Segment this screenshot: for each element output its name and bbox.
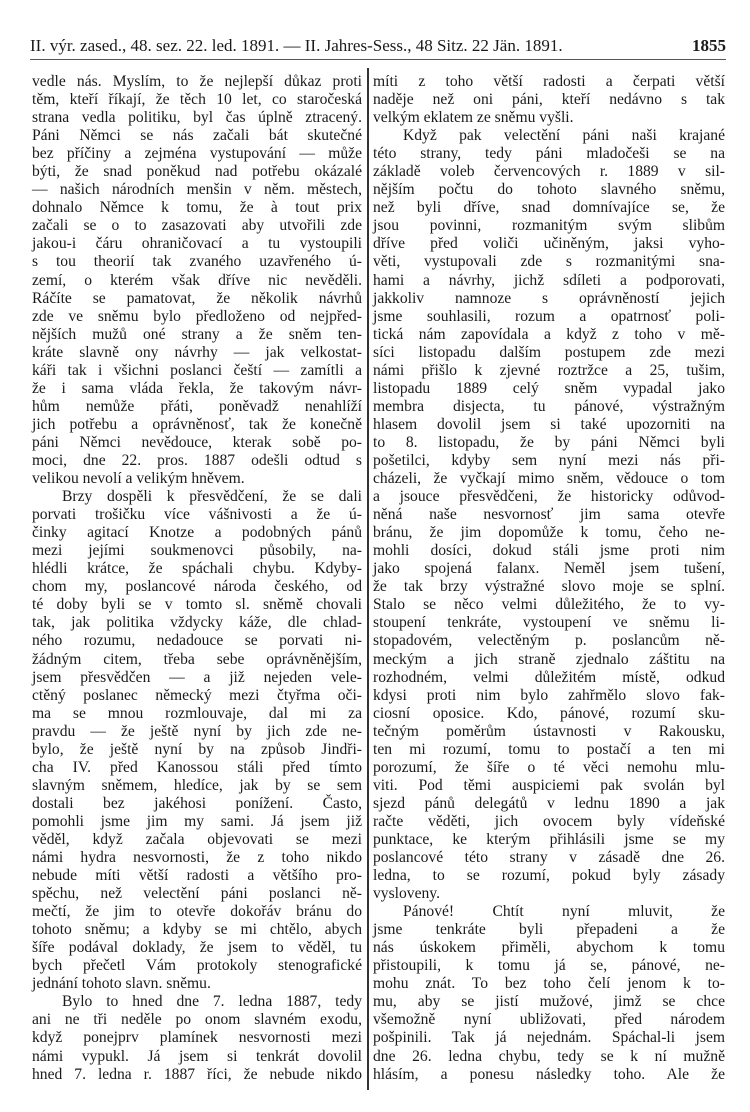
text-line: všemožně nyní ubližovati, před národem [373, 1011, 725, 1029]
text-line: žádným citem, třeba sebe oprávněnějším, [32, 650, 362, 668]
text-line: cházeli, že vyčkají mimo sněm, vědouce o tom [373, 470, 725, 488]
text-line: nás úskokem přiměli, abychom k tomu [373, 939, 725, 957]
text-line: že tak brzy výstražné slovo moje se splní. [373, 578, 725, 596]
text-line: míti z toho větší radosti a čerpati větší [373, 73, 725, 90]
text-line: síci listopadu dalším postupem zde mezi [373, 343, 725, 361]
text-line: — našich národních menšin v něm. městech, [32, 181, 362, 199]
text-line: bez příčiny a zejména vystupování — může [32, 145, 362, 163]
text-line: přistoupili, k tomu já se, pánové, ne- [373, 957, 725, 975]
text-line: věděl, když začala objevovati se mezi [32, 830, 362, 848]
text-line: hlédli krátce, že spáchali chybu. Kdyby- [32, 560, 362, 578]
text-line: té doby byli se v tomto sl. sněmě chovali [32, 596, 362, 614]
text-line: velkým eklatem ze sněmu vyšli. [373, 109, 574, 127]
text-line: Pánové! Chtít nyní mluvit, že [403, 903, 725, 921]
text-line: a jsouce přesvědčeni, že historicky odůvod- [373, 488, 725, 506]
page-number: 1855 [692, 36, 726, 55]
text-line: Stalo se něco velmi důležitého, že to vy- [373, 596, 725, 614]
text-line: jakkoliv namnoze s oprávněností jejich [373, 289, 725, 307]
text-line: námi přišlo k zjevné roztržce a 25, tušim, [373, 361, 725, 379]
text-line: činky agitací Knotze a podobných pánů [32, 524, 362, 542]
text-line: jsme tenkráte byli přepadeni a že [373, 921, 725, 939]
text-line: moci, dne 22. pros. 1887 odešli odtud s [32, 451, 362, 469]
text-line: hami a návrhy, jichž sdíleti a podporovati, [373, 271, 725, 289]
text-line: mečtí, že jim to otevře dokořáv bránu do [32, 903, 362, 921]
text-line: pošpinili. Tak já nejednám. Spáchal-li jsem [373, 1029, 725, 1047]
text-line: námi vypukl. Já jsem si tenkrát dovolil [32, 1047, 362, 1065]
text-line: strana vedla politiku, byl čas úplně ztracený. [32, 109, 362, 127]
text-line: dostali bez jakéhosi ponížení. Často, [32, 794, 362, 812]
text-line: pravdu — že ještě nyní by jich zde ne- [32, 722, 362, 740]
text-line: spěchu, než velectění páni poslanci ně- [32, 885, 362, 903]
text-line: bránu, že jim dopomůže k tomu, čeho ne- [373, 524, 725, 542]
text-line: Brzy dospěli k přesvědčení, že se dali [62, 488, 362, 506]
text-line: jakou-i čáru ohraničovací a tu vystoupili [32, 235, 362, 253]
text-line: zde ve sněmu bylo předloženo od nejpřed- [32, 307, 362, 325]
text-line: ma se mnou rozmlouvaje, dal mi za [32, 704, 362, 722]
text-line: začali se o to zasazovati aby utvořili zde [32, 217, 362, 235]
text-line: těm, kteří říkají, že těch 10 let, co staročeská [32, 91, 362, 109]
text-line: chom my, poslancové národa českého, od [32, 578, 362, 596]
text-line: Ráčíte se pamatovat, že několik návrhů [32, 289, 362, 307]
left-column [32, 73, 362, 1084]
text-line: kdysi proti nim bylo zahřmělo slovo fak- [373, 686, 725, 704]
text-line: páni Němci nevědouce, kterak sobě po- [32, 433, 362, 451]
text-line: ten mi rozumí, tomu to postačí a ten mi [373, 740, 725, 758]
text-line: punktace, ke kterým přihlásili jsme se my [373, 830, 725, 848]
text-line: nějších mužů oné strany a že sněm ten- [32, 325, 362, 343]
text-line: pomohli jsme jim my sami. Já jsem již [32, 812, 362, 830]
text-line: ani ne tři neděle po onom slavném exodu, [32, 1011, 362, 1029]
text-line: jednání tohoto slavn. sněmu. [32, 975, 211, 993]
header-session-info: II. výr. zased., 48. sez. 22. led. 1891. — II. Jahres-Sess., 48 Sitz. 22 Jän. 1891. [30, 36, 563, 55]
text-line: tohoto sněmu; a kdyby se mi chtělo, abych [32, 921, 362, 939]
text-line: velikou nevolí a velikým hněvem. [32, 470, 245, 488]
text-line: vedle nás. Myslím, to že nejlepší důkaz proti [32, 73, 362, 90]
text-line: ctěný poslanec německý mezi čtyřma oči- [32, 686, 362, 704]
text-line: viti. Pod těmi auspiciemi pak svolán byl [373, 776, 725, 794]
text-line: této strany, tedy páni mladočeši se na [373, 145, 725, 163]
text-line: hům nemůže přáti, poněvadž nenahlíží [32, 397, 362, 415]
text-line: tak, jak politika vždycky káže, dle chlad- [32, 614, 362, 632]
text-line: jsem přesvědčen — a již nejeden vele- [32, 668, 362, 686]
text-line: meckým a jich straně zjednalo záštitu na [373, 650, 725, 668]
text-line: Když pak velectění páni naši krajané [403, 127, 725, 145]
text-line: slavným sněmem, hledíce, jak by se sem [32, 776, 362, 794]
text-line: vysloveny. [373, 885, 440, 903]
text-line: račte věděti, jich ovocem byly vídeňské [373, 812, 725, 830]
text-line: nebude míti větší radosti a většího pro- [32, 867, 362, 885]
text-line: ledna, to se rozumí, pokud byly zásady [373, 867, 725, 885]
text-line: zemí, o kterém však dříve nic nevěděli. [32, 271, 362, 289]
text-line: jsou povinni, rozmanitým svým slibům [373, 217, 725, 235]
running-header [30, 30, 726, 60]
text-line: věti, vystupovali zde s rozmanitými sna- [373, 253, 725, 271]
text-line: bylo, že ještě nyní by na způsob Jindři- [32, 740, 362, 758]
text-line: hlásím, a ponesu následky toho. Ale že [373, 1065, 725, 1083]
text-line: že i sama vláda řekla, že takovým návr- [32, 379, 362, 397]
text-line: základě voleb červencových r. 1889 v sil- [373, 163, 725, 181]
text-line: mohu znát. To bez toho čelí jenom k to- [373, 975, 725, 993]
text-line: Bylo to hned dne 7. ledna 1887, tedy [62, 993, 362, 1011]
column-divider [367, 68, 369, 1090]
text-line: když ponejprv plamínek nesvornosti mezi [32, 1029, 362, 1047]
text-line: tická nám zapovídala a když z toho v mě- [373, 325, 725, 343]
text-line: poslancové této strany v zásadě dne 26. [373, 849, 725, 867]
text-line: cha IV. před Kanossou stáli před tímto [32, 758, 362, 776]
text-line: porozumí, že šíře o té věci nemohu mlu- [373, 758, 725, 776]
text-line: dohnalo Němce k tomu, že à tout prix [32, 199, 362, 217]
text-line: membra disjecta, tu pánové, výstražným [373, 397, 725, 415]
text-line: bych přečetl Vám protokoly stenografické [32, 957, 362, 975]
text-line: mezi jejími soukmenovci působily, na- [32, 542, 362, 560]
text-line: naděje než oni páni, kteří nedávno s tak [373, 91, 725, 109]
text-line: býti, že snad poněkud nad potřebu okázalé [32, 163, 362, 181]
text-line: pošetilci, kdyby sem nyní mezi nás při- [373, 451, 725, 469]
text-line: mohli dosíci, dokud stáli jsme proti nim [373, 542, 725, 560]
text-line: námi hydra nesvornosti, že z toho nikdo [32, 849, 362, 867]
text-line: šíře podával doklady, že jsem to věděl, tu [32, 939, 362, 957]
text-line: dne 26. ledna chybu, tedy se k ní mužně [373, 1047, 725, 1065]
text-line: s tou theorií tak zvaného uzavřeného ú- [32, 253, 362, 271]
text-line: nějším počtu do tohoto slavného sněmu, [373, 181, 725, 199]
text-line: jsme souhlasili, rozum a opatrnosť poli- [373, 307, 725, 325]
text-line: sjezd pánů delegátů v lednu 1890 a jak [373, 794, 725, 812]
text-line: ciosní oposice. Kdo, pánové, rozumí sku- [373, 704, 725, 722]
text-line: dříve před voliči učiněným, jaksi vyho- [373, 235, 725, 253]
text-line: hned 7. ledna r. 1887 říci, že nebude nikdo [32, 1065, 362, 1083]
text-line: káři tak i všichni poslanci čeští — zamítli a [32, 361, 362, 379]
text-line: to 8. listopadu, že by páni Němci byli [373, 433, 725, 451]
text-line: tečným poměrům ústavnosti v Rakousku, [373, 722, 725, 740]
text-line: než byli dříve, snad domnívajíce se, že [373, 199, 725, 217]
text-line: něná naše nesvornosť jim sama otevře [373, 506, 725, 524]
text-line: kráte slavně ony návrhy — jak velkostat- [32, 343, 362, 361]
text-line: porvati trošičku více vášnivosti a že ú- [32, 506, 362, 524]
text-line: stoupení tenkráte, vystoupení ve sněmu li- [373, 614, 725, 632]
text-line: stopadovém, velectěným p. poslancům ně- [373, 632, 725, 650]
text-line: jako spojená falanx. Neměl jsem tušení, [373, 560, 725, 578]
text-line: rozhodném, velmi důležitém místě, odkud [373, 668, 725, 686]
text-line: mu, aby se jistí mužové, jimž se chce [373, 993, 725, 1011]
text-line: ného rozumu, nedadouce se porvati ni- [32, 632, 362, 650]
text-line: jich potřebu a oprávněnosť, tak že konečně [32, 415, 362, 433]
text-line: Páni Němci se nás začali bát skutečné [32, 127, 362, 145]
right-column [373, 73, 725, 1084]
text-line: listopadu 1889 celý sněm vypadal jako [373, 379, 725, 397]
text-line: hlasem dovolil jsem si také upozorniti na [373, 415, 725, 433]
